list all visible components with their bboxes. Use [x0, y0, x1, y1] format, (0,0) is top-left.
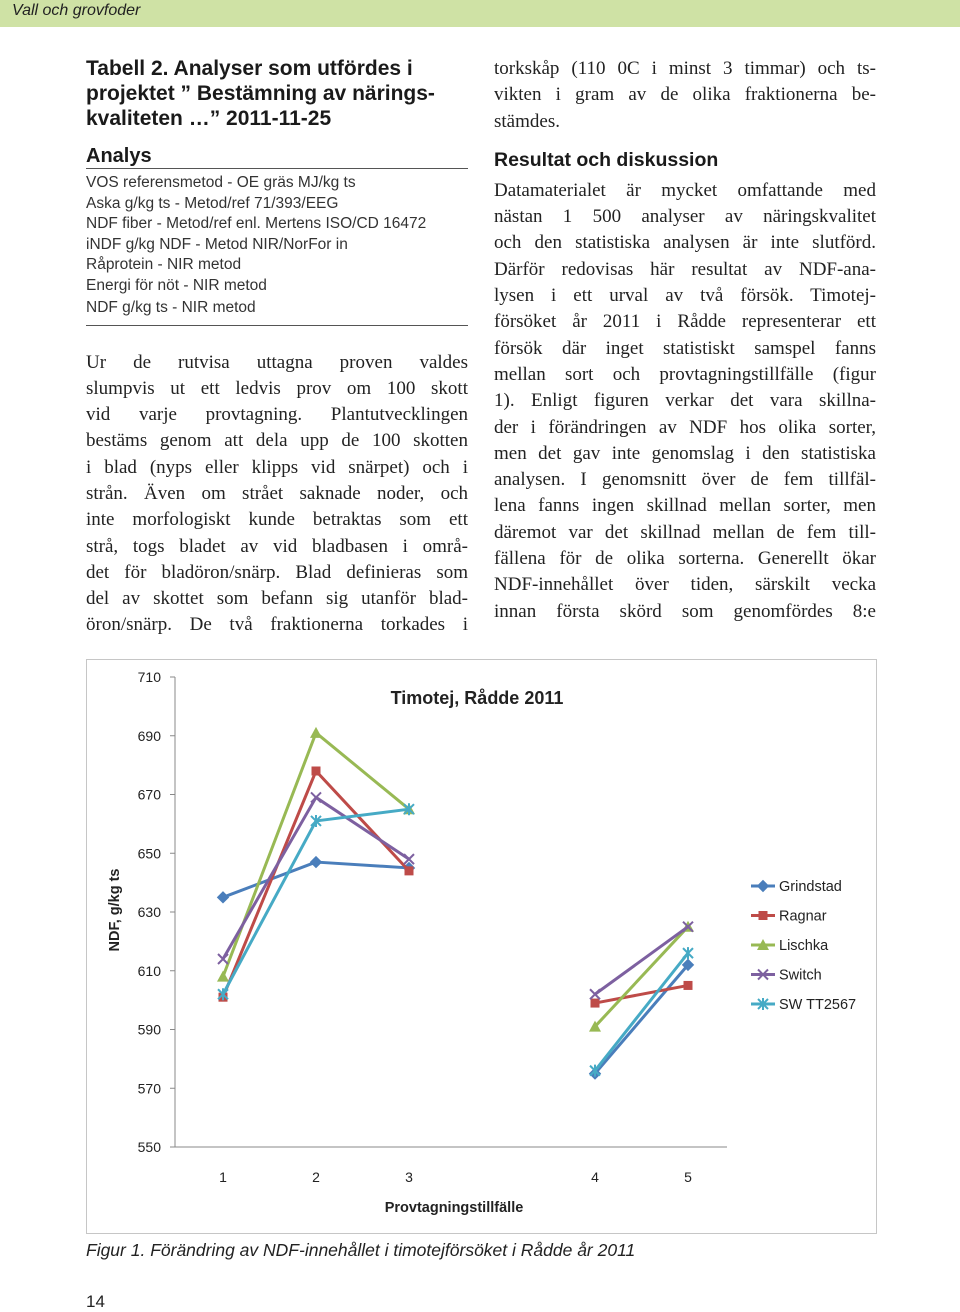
text-line: Därför redovisas här resultat av NDF-ana-: [494, 258, 876, 280]
header-band: [0, 0, 960, 27]
text-line: innan första skörd som genomfördes 8:e: [494, 600, 876, 622]
left-column: [86, 56, 468, 639]
figure-caption: Figur 1. Förändring av NDF-innehållet i timotejförsöket i Rådde år 2011: [86, 1240, 636, 1260]
right-column: [494, 56, 876, 625]
legend-label: Ragnar: [779, 908, 827, 925]
text-line: vikten i gram av de olika fraktionerna be-: [494, 84, 876, 106]
table-title-line: kvaliteten …” 2011-11-25: [86, 107, 332, 130]
table-bottom-rule: [86, 325, 468, 326]
analys-row: Råprotein - NIR metod: [86, 256, 242, 273]
diamond-marker: [218, 892, 229, 903]
y-tick-label: 610: [137, 962, 161, 979]
page-number: 14: [86, 1292, 105, 1311]
square-marker: [759, 911, 768, 920]
text-line: 1). Enligt figuren verkar det vara skillna-: [494, 390, 876, 412]
text-line: slumpvis ut ett ledvis prov om 100 skott: [86, 377, 468, 399]
x-tick-label: 1: [219, 1169, 227, 1185]
text-line: strå, togs bladet av vid bladbasen i områ-: [86, 535, 468, 557]
y-axis-title: NDF, g/kg ts: [107, 868, 123, 952]
analys-row: Aska g/kg ts - Metod/ref 71/393/EEG: [86, 194, 339, 212]
text-line: mellan sort och provtagningstillfälle (figur: [494, 363, 876, 385]
x-marker: [218, 954, 228, 964]
text-line: det för bladöron/snärp. Blad definieras som: [86, 561, 468, 583]
results-heading: Resultat och diskussion: [494, 148, 719, 171]
text-line: der i förändringen av NDF hos olika sorter,: [494, 416, 876, 438]
diamond-marker: [758, 881, 769, 892]
y-tick-label: 690: [137, 727, 161, 744]
legend-label: SW TT2567: [779, 997, 857, 1013]
analys-list: [86, 173, 468, 319]
y-axis: [138, 669, 175, 1155]
diamond-marker: [311, 857, 322, 868]
series-lischka: [217, 727, 694, 1032]
text-line: del av skottet som befann sig utanför blad-: [86, 588, 468, 610]
text-line: fällena för de olika sorterna. Generellt ökar: [494, 548, 876, 570]
table-title: [86, 56, 468, 131]
analys-row: iNDF g/kg NDF - Metod NIR/NorFor in: [86, 235, 348, 253]
series-switch: [218, 792, 693, 999]
analys-row: NDF g/kg ts - NIR metod: [86, 299, 256, 316]
series-line: [223, 771, 409, 997]
text-line: strån. Även om strået saknade noder, och: [86, 482, 468, 504]
figure-chart: [86, 659, 877, 1234]
square-marker: [591, 999, 600, 1008]
x-axis-title: Provtagningstillfälle: [384, 1200, 524, 1216]
legend-label: Lischka: [779, 938, 829, 954]
analys-heading: Analys: [86, 145, 468, 169]
series-lines: [217, 727, 694, 1079]
x-axis: [175, 1147, 727, 1185]
legend: [751, 879, 856, 1013]
text-line: försöket år 2011 i Rådde representerar ett: [494, 311, 876, 333]
y-tick-label: 550: [137, 1139, 161, 1155]
text-line: bestäms genom att dela upp de 100 skotten: [86, 430, 468, 452]
right-intro-text: [494, 56, 876, 135]
text-line: inte morfologiskt kunde betraktas som ett: [86, 509, 468, 531]
text-line: vid varje provtagning. Plantutvecklingen: [86, 404, 468, 426]
text-line: men det gav inte genomslag i den statistiska: [494, 442, 876, 464]
table-title-line: projektet ” Bestämning av närings-: [86, 82, 435, 105]
y-tick-label: 570: [137, 1080, 161, 1097]
text-line: analysen. I genomsnitt över de fem tillfäl-: [494, 469, 876, 491]
results-body-text: [494, 178, 876, 625]
x-tick-label: 3: [405, 1169, 413, 1185]
legend-label: Grindstad: [779, 879, 842, 895]
text-line: nästan 1 500 analyser av näringskvalitet: [494, 206, 876, 228]
text-line: Ur de rutvisa uttagna proven valdes: [86, 351, 468, 373]
text-line: lysen i ett urval av två försök. Timotej-: [494, 285, 876, 307]
table-title-line: Tabell 2. Analyser som utfördes i: [86, 57, 413, 80]
legend-label: Switch: [779, 967, 822, 984]
square-marker: [312, 767, 321, 776]
y-tick-label: 670: [137, 786, 161, 803]
triangle-marker: [310, 727, 322, 738]
y-tick-label: 590: [137, 1021, 161, 1038]
x-marker: [590, 989, 600, 999]
text-line: stämdes.: [494, 110, 560, 132]
analys-row: NDF fiber - Metod/ref enl. Mertens ISO/CD 16472: [86, 215, 427, 232]
text-line: öron/snärp. De två fraktionerna torkades i: [86, 614, 468, 636]
text-line: Datamaterialet är mycket omfattande med: [494, 179, 876, 201]
analys-row: VOS referensmetod - OE gräs MJ/kg ts: [86, 174, 356, 191]
square-marker: [405, 866, 414, 875]
text-line: försök där inget statistiskt samspel fanns: [494, 337, 876, 359]
star-marker: [683, 947, 693, 959]
analys-row: Energi för nöt - NIR metod: [86, 276, 267, 294]
text-line: torkskåp (110 0C i minst 3 timmar) och ts-: [494, 58, 876, 79]
x-marker: [311, 792, 321, 802]
chart-title: Timotej, Rådde 2011: [390, 688, 564, 708]
triangle-marker: [217, 971, 229, 982]
text-line: NDF-innehållet över tiden, särskilt vecka: [494, 574, 876, 596]
running-header: Vall och grovfoder: [12, 2, 141, 19]
left-body-text: [86, 350, 468, 639]
text-line: lena fanns ingen skillnad mellan sorter, men: [494, 495, 876, 517]
x-tick-label: 4: [591, 1169, 599, 1185]
square-marker: [684, 981, 693, 990]
text-line: i blad (nyps eller klipps vid snärpet) och i: [86, 456, 468, 478]
y-tick-label: 710: [137, 669, 161, 685]
y-tick-label: 650: [137, 845, 161, 862]
ndf-line-chart: [87, 660, 876, 1233]
text-line: däremot var det skillnad mellan de fem till-: [494, 521, 876, 543]
y-tick-label: 630: [137, 904, 161, 920]
text-line: och den statistiska analysen är inte slutförd.: [494, 232, 876, 254]
x-tick-label: 2: [312, 1169, 320, 1185]
series-line: [595, 965, 688, 1074]
series-grindstad: [218, 857, 694, 1080]
series-line: [595, 985, 688, 1003]
x-tick-label: 5: [684, 1169, 692, 1185]
series-line: [595, 927, 688, 995]
